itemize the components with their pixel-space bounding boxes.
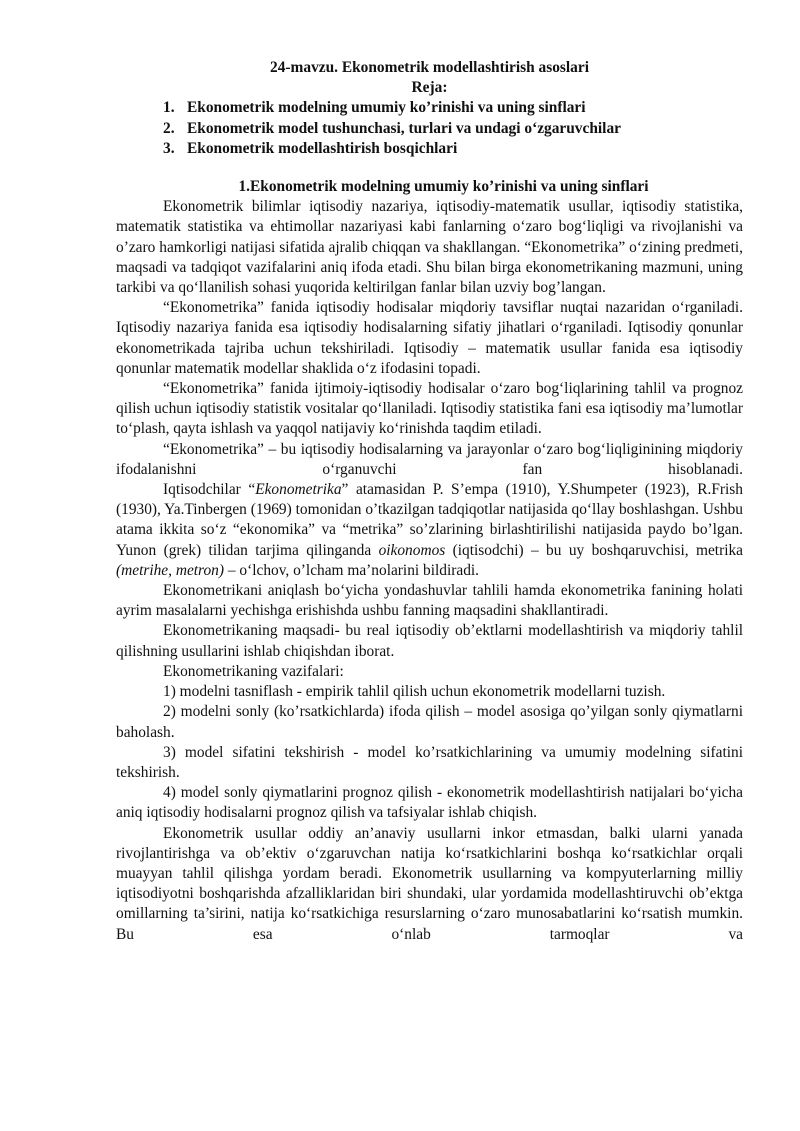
document-page bbox=[116, 58, 743, 945]
task-item: 4) model sonly qiymatlarini prognoz qilish - ekonometrik modellashtirish natijalari bo‘yicha aniq iqtisodiy hodisalarni prognoz qilish va tafsiyalar ishlab chiqish. bbox=[116, 784, 743, 822]
plan-label: Reja: bbox=[411, 79, 448, 97]
plan-list bbox=[116, 98, 743, 159]
paragraph: “Ekonometrika” – bu iqtisodiy hodisalarning va jarayonlar o‘zaro bog‘liqliginining miqdoriy ifodalanishni o‘rganuvchi fan hisoblanadi. bbox=[116, 440, 743, 478]
italic-term: oikonomos bbox=[378, 541, 446, 559]
plan-item-text: Ekonometrik model tushunchasi, turlari va undagi o‘zgaruvchilar bbox=[187, 119, 621, 137]
plan-item-number: 1. bbox=[163, 99, 175, 117]
paragraph: “Ekonometrika” fanida iqtisodiy hodisalar miqdoriy tavsiflar nuqtai nazaridan o‘rganiladi. Iqtisodiy nazariya fanida esa iqtisodiy hodisalarning sifatiy jihatlari o‘rganiladi. Iqtisodiy qonunlar ekonometrikada tajriba uchun tekshiriladi. Iqtisodiy – matematik usullar fanida esa iqtisodiy qonunlar matematik modellar shaklida o‘z ifodasini topadi. bbox=[116, 299, 743, 377]
plan-item-text: Ekonometrik modelning umumiy ko’rinishi va uning sinflari bbox=[187, 99, 586, 117]
topic-title: 24-mavzu. Ekonometrik modellashtirish asoslari bbox=[270, 59, 589, 76]
italic-term: (metrihe, metron) bbox=[116, 561, 224, 579]
task-item: 3) model sifatini tekshirish - model ko’rsatkichlarining va umumiy modelning sifatini tekshirish. bbox=[116, 743, 743, 781]
plan-item bbox=[116, 119, 743, 139]
spacer bbox=[116, 159, 743, 177]
paragraph-etymology bbox=[116, 480, 743, 581]
plan-item-number: 3. bbox=[163, 139, 175, 157]
section-heading: 1.Ekonometrik modelning umumiy ko’rinishi va uning sinflari bbox=[238, 178, 649, 196]
paragraph: Ekonometrik bilimlar iqtisodiy nazariya, iqtisodiy-matematik usullar, iqtisodiy statistika, matematik statistika va ehtimollar nazariyasi kabi fanlarning o‘zaro bog‘liqligi va rivojlanishi va o’zaro hamkorligi natijasi sifatida ajralib chiqqan va shakllangan. “Ekonometrika” o‘zining predmeti, maqsadi va tadqiqot vazifalarini aniq ifoda etadi. Shu bilan birga ekonometrikaning mazmuni, uning tarkibi va qo‘llanilish sohasi yuqorida keltirilgan fanlar bilan uzviy bog’langan. bbox=[116, 198, 743, 297]
paragraph: Ekonometrikaning maqsadi- bu real iqtisodiy ob’ektlarni modellashtirish va miqdoriy tahlil qilishning usullarini ishlab chiqishdan iborat. bbox=[116, 622, 743, 660]
task-item: 2) modelni sonly (ko’rsatkichlarda) ifoda qilish – model asosiga qo’yilgan sonly qiymatlarni baholash. bbox=[116, 703, 743, 741]
plan-item-text: Ekonometrik modellashtirish bosqichlari bbox=[187, 139, 458, 157]
paragraph: Ekonometrikaning vazifalari: bbox=[163, 662, 344, 680]
task-item: 1) modelni tasniflash - empirik tahlil qilish uchun ekonometrik modellarni tuzish. bbox=[163, 683, 666, 701]
text-run: Iqtisodchilar “ bbox=[163, 481, 256, 499]
plan-item bbox=[116, 139, 743, 159]
italic-term: Ekonometrika bbox=[255, 481, 342, 499]
text-run: – o‘lchov, o’lcham ma’nolarini bildiradi. bbox=[224, 561, 480, 579]
paragraph: “Ekonometrika” fanida ijtimoiy-iqtisodiy hodisalar o‘zaro bog‘liqlarining tahlil va prognoz qilish uchun iqtisodiy statistik vositalar qo‘llaniladi. Iqtisodiy statistika fani esa iqtisodiy ma’lumotlar to‘plash, qayta ishlash va yaqqol natijaviy ko‘rinishda taqdim etiladi. bbox=[116, 380, 743, 438]
plan-item-number: 2. bbox=[163, 119, 175, 137]
text-run: (iqtisodchi) – bu uy boshqaruvchisi, metrika bbox=[445, 541, 744, 559]
plan-item bbox=[116, 98, 743, 118]
paragraph: Ekonometrik usullar oddiy an’anaviy usullarni inkor etmasdan, balki ularni yanada rivojlantirishga va ob’ektiv o‘zgaruvchan natija ko‘rsatkichlarini boshqa ko‘rsatkichlar orqali muayyan tahlil qilishga yordam beradi. Ekonometrik usullarning va kompyuterlarning milliy iqtisodiyotni boshqarishda afzalliklaridan biri shundaki, ular yordamida modellashtiruvchi ob’ektga omillarning ta’sirini, natija ko‘rsatkichiga resurslarning o‘zaro munosabatlarini ko‘rsatish mumkin. Bu esa o‘nlab tarmoqlar va bbox=[116, 824, 743, 943]
paragraph: Ekonometrikani aniqlash bo‘yicha yondashuvlar tahlili hamda ekonometrika fanining holati ayrim masalalarni yechishga erishishda ushbu fanning maqsadini shakllantiradi. bbox=[116, 582, 743, 620]
text-run: ” atamasidan P. S’empa (1910), Y.Shumpeter (1923), R.Frish (1930), Ya.Tinbergen (1969) tomonidan o’tkazilgan tadqiqotlar natijasida qo‘llay boshlashgan. Ushbu atama ikkita so‘z “ekonomika” va “metrika” so’zlarining birlashtirilishi natijasida paydo bo’lgan. Yunon (grek) tilidan tarjima qilinganda bbox=[116, 481, 743, 559]
